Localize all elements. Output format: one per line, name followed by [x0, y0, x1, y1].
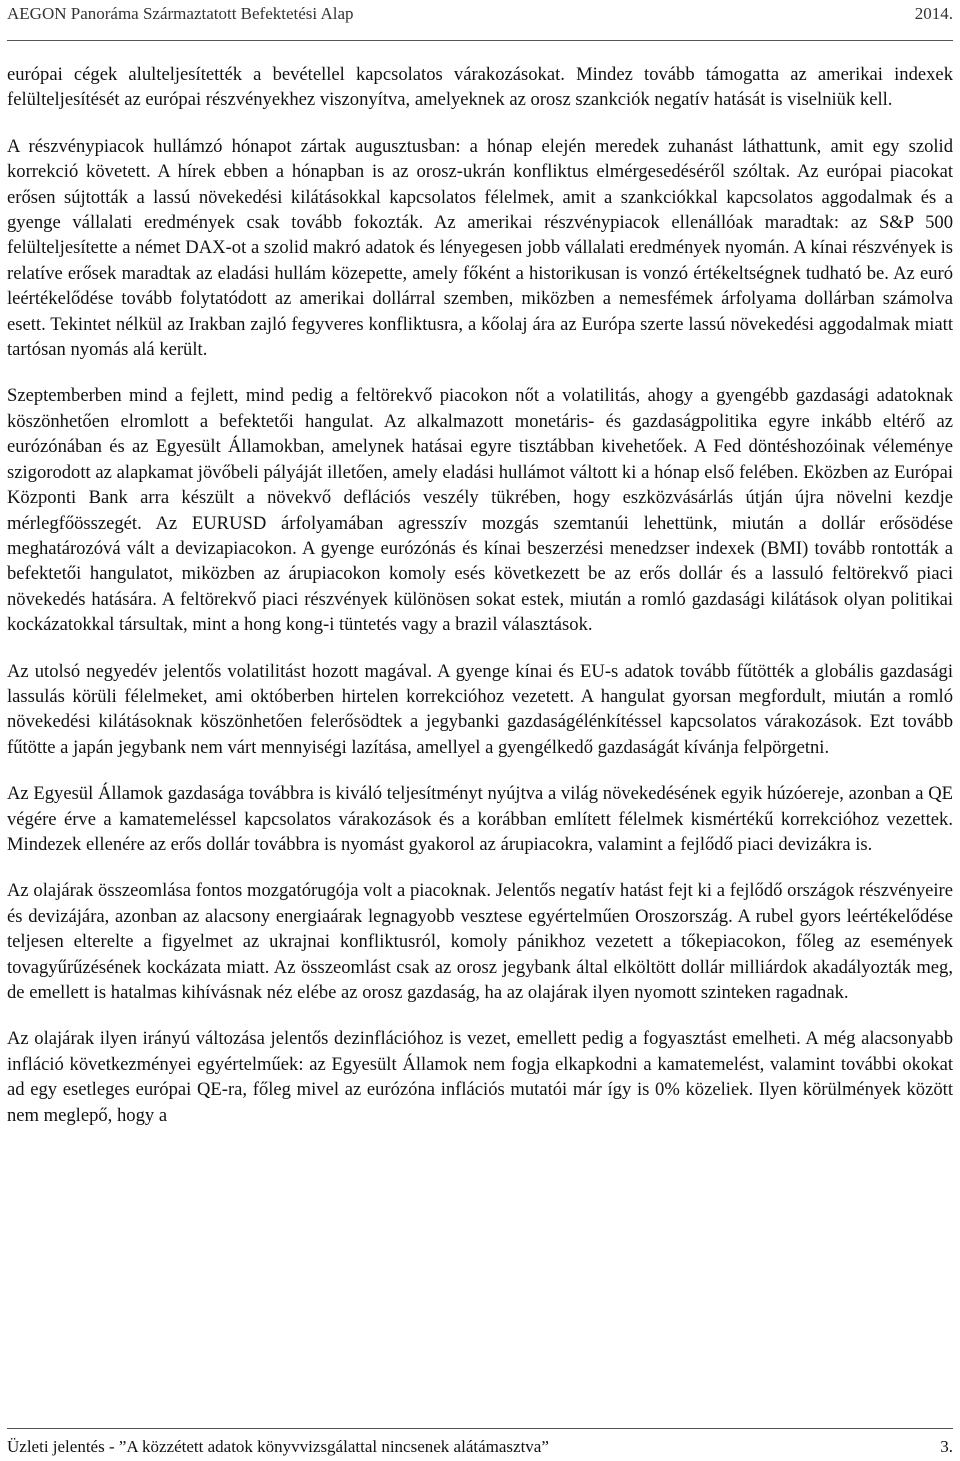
paragraph-united-states: Az Egyesül Államok gazdasága továbbra is kiváló teljesítményt nyújtva a világ növekedésének egyik húzóereje, azonban a QE végére érve a kamatemeléssel kapcsolatos várakozások és a korábban említett félelmek kismértékű korrekcióhoz vezettek. Mindezek ellenére az erős dollár továbbra is nyomást gyakorol az árupiacokra, valamint a fejlődő piaci devizákra is. — [7, 783, 953, 855]
page-number: 3. — [940, 1437, 953, 1456]
page-header — [7, 0, 953, 41]
paragraph-continuation: európai cégek alulteljesítették a bevétellel kapcsolatos várakozásokat. Mindez tovább támogatta az amerikai indexek felülteljesítését az európai részvényekhez viszonyítva, amelyeknek az orosz szankciók negatív hatását is viselniük kell. — [7, 64, 953, 111]
paragraph-september: Szeptemberben mind a fejlett, mind pedig a feltörekvő piacokon nőt a volatilitás, ahogy a gyengébb gazdasági adatoknak köszönhetően elromlott a befektetői hangulat. Az alkalmazott monetáris- és gazdaságpolitika egyre inkább eltérő az eurózónában és az Egyesült Államokban, amelynek hatásai egyre tisztábban kivehetőek. A Fed döntéshozóinak véleménye szigorodott az alapkamat jövőbeli pályáját illetően, amely eladási hullámot váltott ki a hónap első felében. Eközben az Európai Központi Bank arra készült a növekvő deflációs veszély tükrében, hogy eszközvásárlás útján újra növelni kezdje mérlegfőösszegét. Az EURUSD árfolyamában agresszív mozgás szemtanúi lehettünk, miután a dollár erősödése meghatározóvá vált a devizapiacokon. A gyenge eurózónás és kínai beszerzési menedzser indexek (BMI) tovább rontották a befektetői hangulatot, miközben az árupiacokon komoly esés következett be az erős dollár és a lassuló feltörekvő piaci növekedés hatására. A feltörekvő piaci részvények különösen sokat estek, miután a romló gazdasági kilátások olyan politikai kockázatokkal társultak, mint a hong kong-i tüntetés vagy a brazil választások. — [7, 385, 953, 636]
paragraph-last-quarter: Az utolsó negyedév jelentős volatilitást hozott magával. A gyenge kínai és EU-s adatok tovább fűtötték a globális gazdasági lassulás körüli félelmeket, ami októberben hirtelen korrekcióhoz vezetett. A hangulat gyorsan megfordult, miután a romló növekedési kilátásoknak köszönhetően felerősödtek a jegybanki gazdaságélénkítéssel kapcsolatos várakozások. Ezt tovább fűtötte a japán jegybank nem várt mennyiségi lazítása, amellyel a gyengélkedő gazdaságát kívánja felpörgetni. — [7, 660, 953, 758]
document-title: AEGON Panoráma Származtatott Befektetési Alap — [7, 4, 354, 23]
paragraph-oil-collapse: Az olajárak összeomlása fontos mozgatórugója volt a piacoknak. Jelentős negatív hatást fejt ki a fejlődő országok részvényeire és devizájára, azonban az alacsony energiaárak legnagyobb vesztese egyértelműen Oroszország. A rubel gyors leértékelődése teljesen elterelte a figyelmet az ukrajnai konfliktusról, komoly pánikhoz vezetett a tőkepiacokon, főleg az események tovagyűrűzésének kockázata miatt. Az összeomlást csak az orosz jegybank által elköltött dollár milliárdok akadályozták meg, de emellett is hatalmas kihívásnak néz elébe az orosz gazdaság, ha az olajárak ilyen nyomott szinteken ragadnak. — [7, 880, 953, 1003]
footer-note: Üzleti jelentés - ”A közzétett adatok könyvvizsgálattal nincsenek alátámasztva” — [7, 1437, 549, 1456]
page-footer — [7, 1428, 953, 1461]
paragraph-august: A részvénypiacok hullámzó hónapot zártak augusztusban: a hónap elején meredek zuhanást láthattunk, amit egy szolid korrekció követett. A hírek ebben a hónapban is az orosz-ukrán konfliktus elmérgesedéséről szóltak. Az európai piacokat erősen sújtották a lassú növekedési kilátásokkal kapcsolatos félelmek, amit a szankciókkal kapcsolatos aggodalmak és a gyenge vállalati eredmények csak tovább fokozták. Az amerikai részvénypiacok ellenállóak maradtak: az S&P 500 felülteljesítette a német DAX-ot a szolid makró adatok és lényegesen jobb vállalati eredmények nyomán. A kínai részvények is relatíve erősek maradtak az eladási hullám közepette, amely főként a historikusan is vonzó értékeltségnek tudható be. Az euró leértékelődése tovább folytatódott az amerikai dollárral szemben, miközben a nemesfémek árfolyama dollárban számolva esett. Tekintet nélkül az Irakban zajló fegyveres konfliktusra, a kőolaj ára az Európa szerte lassú növekedési aggodalmak miatt tartósan nyomás alá került. — [7, 135, 953, 361]
paragraph-disinflation: Az olajárak ilyen irányú változása jelentős dezinflációhoz is vezet, emellett pedig a fogyasztást emelheti. A még alacsonyabb infláció következményei egyértelműek: az Egyesült Államok nem fogja elkapkodni a kamatemelést, valamint további okokat ad egy esetleges európai QE-ra, főleg mivel az eurózóna inflációs mutatói már így is 0% közeliek. Ilyen körülmények között nem meglepő, hogy a — [7, 1028, 953, 1126]
document-year: 2014. — [914, 4, 953, 23]
page-body — [7, 62, 953, 1128]
